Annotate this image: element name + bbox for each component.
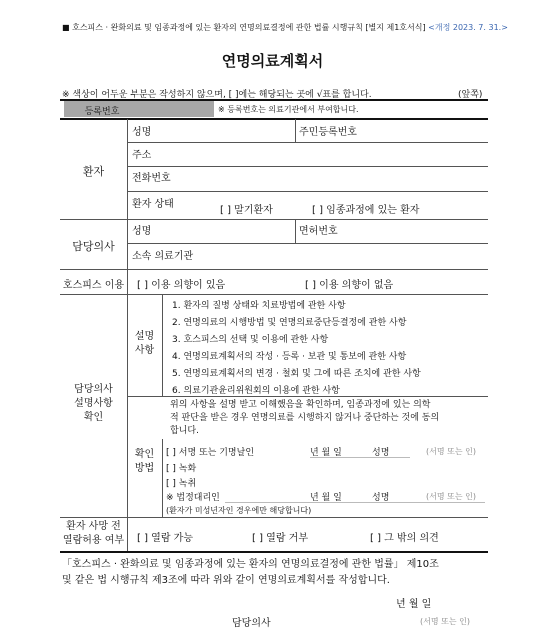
form-revision: <개정 2023. 7. 31.>: [428, 23, 508, 32]
legal-guardian-label: ※ 법정대리인: [166, 493, 220, 503]
patient-name-label: 성명: [132, 127, 152, 138]
doctor-license-label: 면허번호: [299, 226, 338, 237]
method-video-checkbox[interactable]: [ ] 녹화: [166, 464, 197, 474]
viewing-deny-checkbox[interactable]: [ ] 열람 거부: [252, 533, 308, 544]
guardian-sign: (서명 또는 인): [426, 492, 476, 501]
patient-section-label: 환자: [82, 165, 105, 178]
confirmation-label-line1: 담당의사: [74, 384, 113, 395]
method-signature-name[interactable]: 성명: [372, 448, 390, 458]
confirmation-label-line2: 설명사항: [74, 398, 113, 409]
consent-statement: [170, 399, 439, 438]
consent-line: 적 판단을 받은 경우 연명의료를 시행하지 않거나 중단하는 것에 동의: [170, 413, 440, 423]
registration-note: ※ 등록번호는 의료기관에서 부여합니다.: [218, 105, 359, 114]
explain-label-line1: 설명: [134, 331, 155, 342]
page-side: (앞쪽): [458, 90, 483, 100]
consent-line: 위의 사항을 설명 받고 이해했음을 확인하며, 임종과정에 있는 의학: [170, 400, 431, 410]
viewing-label-line1: 환자 사망 전: [66, 521, 121, 532]
method-audio-checkbox[interactable]: [ ] 녹취: [166, 479, 197, 489]
registration-label: 등록번호: [84, 107, 120, 117]
viewing-section-label: [60, 520, 127, 548]
method-signature-checkbox[interactable]: [ ] 서명 또는 기명날인: [166, 448, 255, 458]
explain-label-line2: 사항: [134, 345, 155, 356]
page-title: 연명의료계획서: [221, 52, 324, 70]
explain-item: 3. 호스피스의 선택 및 이용에 관한 사항: [172, 335, 329, 345]
explain-item: 2. 연명의료의 시행방법 및 연명의료중단등결정에 관한 사항: [172, 318, 407, 328]
doctor-institution-label: 소속 의료기관: [132, 251, 194, 262]
explain-item: 6. 의료기관윤리위원회의 이용에 관한 사항: [172, 386, 340, 396]
instructions: ※ 색상이 어두운 부분은 작성하지 않으며, [ ]에는 해당되는 곳에 √표를 합니다.: [62, 90, 372, 100]
guardian-date[interactable]: 년 월 일: [310, 493, 342, 503]
footer-line: 및 같은 법 시행규칙 제3조에 따라 위와 같이 연명의료계획서를 작성합니다.: [62, 575, 390, 586]
viewing-allow-checkbox[interactable]: [ ] 열람 가능: [137, 533, 193, 544]
form-law-note: ■ 호스피스 · 완화의료 및 임종과정에 있는 환자의 연명의료결정에 관한 법률 시행규칙 [별지 제1호서식]: [62, 23, 426, 32]
condition-dying-checkbox[interactable]: [ ] 임종과정에 있는 환자: [312, 205, 420, 216]
hospice-section-label: 호스피스 이용: [62, 280, 125, 291]
condition-terminal-checkbox[interactable]: [ ] 말기환자: [220, 205, 273, 216]
patient-address-label: 주소: [132, 150, 152, 161]
confirmation-section-label: [60, 383, 127, 425]
hospice-no-checkbox[interactable]: [ ] 이용 의향이 없음: [305, 280, 394, 291]
footer-date[interactable]: 년 월 일: [396, 599, 432, 610]
explain-label: [127, 330, 162, 358]
consent-line: 합니다.: [170, 426, 199, 436]
hospice-yes-checkbox[interactable]: [ ] 이용 의향이 있음: [137, 280, 226, 291]
form-reference: [62, 22, 508, 33]
method-signature-sign: (서명 또는 인): [426, 447, 476, 456]
patient-condition-label: 환자 상태: [132, 199, 174, 210]
explain-item: 5. 연명의료계획서의 변경 · 철회 및 그에 따른 조치에 관한 사항: [172, 369, 421, 379]
footer-statement: [62, 557, 439, 589]
viewing-label-line2: 열람허용 여부: [62, 535, 125, 546]
doctor-name-label: 성명: [132, 226, 152, 237]
explain-item: 4. 연명의료계획서의 작성 · 등록 · 보관 및 통보에 관한 사항: [172, 352, 407, 362]
method-label-line2: 방법: [134, 463, 155, 474]
patient-phone-label: 전화번호: [132, 173, 171, 184]
footer-signer-sign: (서명 또는 인): [420, 617, 470, 626]
doctor-section-label: 담당의사: [72, 240, 115, 253]
viewing-other-checkbox[interactable]: [ ] 그 밖의 의견: [370, 533, 439, 544]
method-signature-date[interactable]: 년 월 일: [310, 448, 342, 458]
explain-item: 1. 환자의 질병 상태와 치료방법에 관한 사항: [172, 301, 346, 311]
patient-rrn-label: 주민등록번호: [299, 127, 357, 138]
guardian-note: (환자가 미성년자인 경우에만 해당합니다): [166, 506, 312, 515]
footer-line: 「호스피스 · 완화의료 및 임종과정에 있는 환자의 연명의료결정에 관한 법률」 제10조: [62, 559, 439, 570]
footer-signer-label: 담당의사: [232, 618, 271, 629]
explain-items: [172, 298, 421, 400]
method-label: [127, 448, 162, 476]
method-label-line1: 확인: [134, 449, 155, 460]
confirmation-label-line3: 확인: [83, 412, 104, 423]
guardian-name[interactable]: 성명: [372, 493, 390, 503]
